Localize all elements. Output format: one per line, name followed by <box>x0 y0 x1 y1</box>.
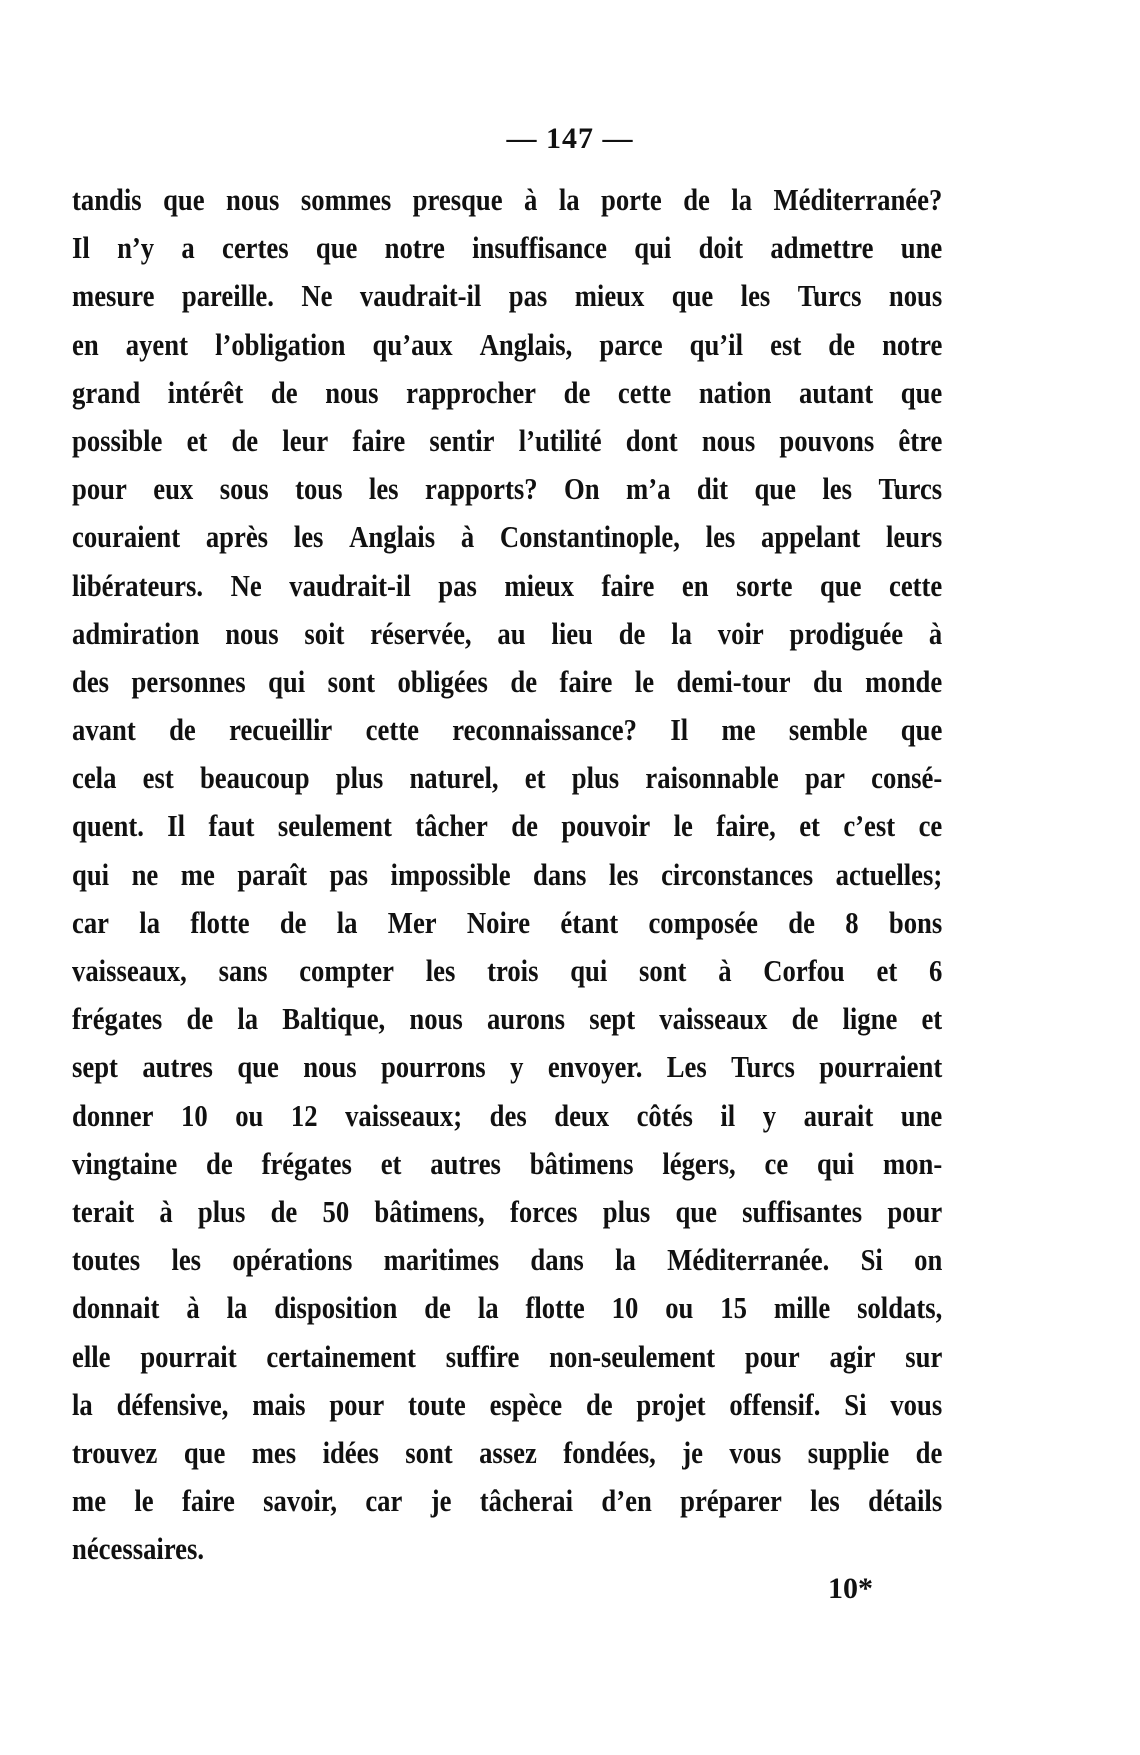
text-line: donner 10 ou 12 vaisseaux; des deux côtés il y aurait une <box>72 1097 943 1133</box>
text-line: quent. Il faut seulement tâcher de pouvoir le faire, et c’est ce <box>72 808 943 844</box>
text-line: vaisseaux, sans compter les trois qui sont à Corfou et 6 <box>72 953 943 988</box>
page-number: — 147 — <box>506 122 634 155</box>
text-line: trouvez que mes idées sont assez fondées, je vous supplie de <box>72 1434 943 1470</box>
text-line: libérateurs. Ne vaudrait-il pas mieux faire en sorte que cette <box>72 567 943 603</box>
text-line: en ayent l’obligation qu’aux Anglais, parce qu’il est de notre <box>72 326 943 362</box>
text-line: mesure pareille. Ne vaudrait-il pas mieux que les Turcs nous <box>72 278 943 314</box>
text-line: donnait à la disposition de la flotte 10 ou 15 mille soldats, <box>72 1290 943 1326</box>
text-line: car la flotte de la Mer Noire étant composée de 8 bons <box>72 904 943 940</box>
text-line: possible et de leur faire sentir l’utilité dont nous pouvons être <box>72 422 943 458</box>
text-line: sept autres que nous pourrons y envoyer. Les Turcs pourraient <box>72 1049 943 1085</box>
text-line: admiration nous soit réservée, au lieu de la voir prodiguée à <box>72 615 943 651</box>
text-line: la défensive, mais pour toute espèce de projet offensif. Si vous <box>72 1386 943 1422</box>
text-line: cela est beaucoup plus naturel, et plus raisonnable par consé- <box>72 760 943 796</box>
signature-mark: 10* <box>828 1572 873 1605</box>
text-line: pour eux sous tous les rapports? On m’a dit que les Turcs <box>72 471 943 507</box>
text-line: tandis que nous sommes presque à la porte de la Méditerranée? <box>72 182 943 217</box>
text-line: Il n’y a certes que notre insuffisance qui doit admettre une <box>72 230 943 266</box>
text-line: terait à plus de 50 bâtimens, forces plus que suffisantes pour <box>72 1193 943 1229</box>
text-line: elle pourrait certainement suffire non-seulement pour agir sur <box>72 1338 943 1374</box>
body-text <box>72 176 942 1573</box>
text-line: avant de recueillir cette reconnaissance? Il me semble que <box>72 712 943 748</box>
text-line: frégates de la Baltique, nous aurons sept vaisseaux de ligne et <box>72 1001 943 1037</box>
text-line: couraient après les Anglais à Constantinople, les appelant leurs <box>72 519 943 555</box>
text-line: toutes les opérations maritimes dans la Méditerranée. Si on <box>72 1242 943 1278</box>
text-line: vingtaine de frégates et autres bâtimens légers, ce qui mon- <box>72 1145 943 1181</box>
text-line: me le faire savoir, car je tâcherai d’en préparer les détails <box>72 1483 943 1519</box>
text-line: des personnes qui sont obligées de faire le demi-tour du monde <box>72 663 943 699</box>
text-line: nécessaires. <box>72 1531 205 1567</box>
text-line: grand intérêt de nous rapprocher de cette nation autant que <box>72 374 943 410</box>
text-line: qui ne me paraît pas impossible dans les circonstances actuelles; <box>72 856 943 892</box>
